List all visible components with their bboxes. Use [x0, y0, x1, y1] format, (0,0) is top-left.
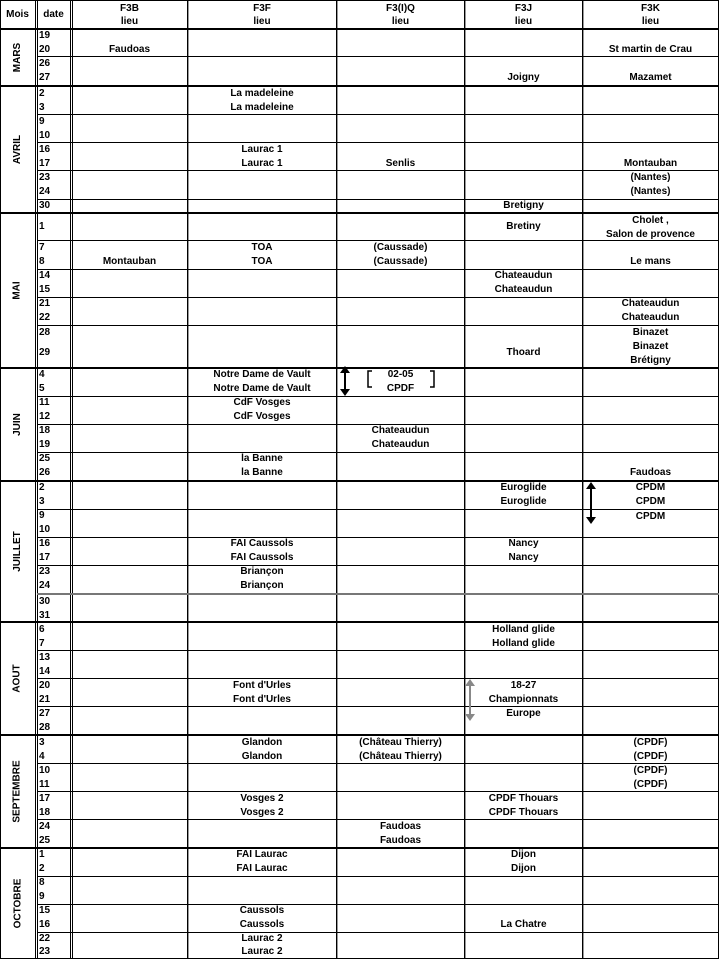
f3f-entry: Laurac 1 [241, 144, 283, 155]
f3f-entry: Briançon [240, 580, 284, 591]
date-cell: 16 [39, 144, 51, 155]
bracket-right-icon [429, 370, 435, 388]
date-cell: 10 [39, 765, 51, 776]
f3j-entry: CPDF Thouars [488, 807, 559, 818]
header-f3iq-sub: lieu [391, 16, 410, 27]
f3k-entry: Salon de provence [606, 229, 695, 240]
f3f-entry: Laurac 1 [241, 158, 283, 169]
f3k-entry: (CPDF) [633, 751, 668, 762]
month-septembre: SEPTEMBRE [12, 759, 24, 823]
date-cell: 18 [39, 807, 51, 818]
f3iq-entry: CPDF [386, 383, 415, 394]
f3j-entry: Chateaudun [494, 270, 553, 281]
date-cell: 14 [39, 666, 51, 677]
f3k-entry: (CPDF) [633, 779, 668, 790]
date-cell: 30 [39, 596, 51, 607]
f3j-entry: La Chatre [500, 919, 547, 930]
date-cell: 28 [39, 722, 51, 733]
date-cell: 22 [39, 312, 51, 323]
date-cell: 26 [39, 467, 51, 478]
date-cell: 9 [39, 116, 45, 127]
date-cell: 11 [39, 779, 50, 790]
month-mars: MARS [11, 42, 23, 72]
header-f3j-code: F3J [514, 3, 533, 14]
month-octobre: OCTOBRE [12, 878, 24, 928]
f3k-entry: Binazet [632, 341, 669, 352]
date-cell: 21 [39, 298, 51, 309]
date-cell: 24 [39, 821, 51, 832]
f3k-entry: Brétigny [630, 355, 671, 366]
date-cell: 13 [39, 652, 51, 663]
date-cell: 20 [39, 44, 51, 55]
f3j-entry: Nancy [508, 538, 539, 549]
date-cell: 1 [39, 221, 45, 232]
f3k-entry: (Nantes) [630, 172, 671, 183]
date-cell: 16 [39, 538, 51, 549]
date-cell: 17 [39, 552, 51, 563]
header-f3b [72, 2, 187, 28]
date-cell: 3 [39, 737, 45, 748]
header-f3j [465, 2, 582, 28]
date-cell: 23 [39, 172, 51, 183]
f3f-entry: FAI Caussols [230, 552, 294, 563]
header-f3k [583, 2, 718, 28]
f3f-entry: Notre Dame de Vault [213, 383, 311, 394]
f3f-entry: FAI Laurac [236, 863, 288, 874]
f3k-entry: Mazamet [629, 72, 672, 83]
date-cell: 8 [39, 256, 45, 267]
date-cell: 2 [39, 863, 45, 874]
f3b-entry: Faudoas [108, 44, 151, 55]
f3j-entry: Chateaudun [494, 284, 553, 295]
date-cell: 10 [39, 524, 51, 535]
f3iq-entry: 02-05 [387, 369, 414, 380]
f3j-entry: Bretigny [503, 200, 544, 211]
date-cell: 27 [39, 72, 51, 83]
header-f3f [188, 2, 336, 28]
f3f-entry: la Banne [241, 453, 283, 464]
f3k-entry: Cholet , [632, 215, 669, 226]
date-cell: 15 [39, 284, 51, 295]
date-cell: 24 [39, 580, 51, 591]
f3f-entry: FAI Laurac [236, 849, 288, 860]
date-cell: 20 [39, 680, 51, 691]
f3k-entry: CPDM [635, 482, 666, 493]
f3j-entry: Euroglide [500, 482, 547, 493]
f3iq-entry: Faudoas [379, 821, 422, 832]
date-cell: 26 [39, 58, 51, 69]
date-cell: 4 [39, 751, 45, 762]
date-cell: 22 [39, 933, 51, 944]
f3k-entry: Chateaudun [621, 298, 680, 309]
date-cell: 23 [39, 566, 51, 577]
f3iq-entry: Faudoas [379, 835, 422, 846]
month-juillet: JUILLET [12, 530, 23, 572]
header-f3b-code: F3B [120, 3, 139, 14]
f3j-entry: 18-27 [510, 680, 537, 691]
header-f3f-code: F3F [253, 3, 271, 14]
date-cell: 19 [39, 439, 51, 450]
f3k-entry: (Nantes) [630, 186, 671, 197]
f3f-entry: Caussols [239, 919, 285, 930]
f3k-entry: (CPDF) [633, 765, 668, 776]
f3k-entry: Le mans [630, 256, 671, 267]
f3f-entry: Laurac 2 [241, 946, 283, 957]
date-cell: 2 [39, 88, 45, 99]
f3j-entry: Euroglide [500, 496, 547, 507]
f3f-entry: Font d'Urles [233, 680, 291, 691]
f3iq-entry: (Château Thierry) [359, 751, 442, 762]
date-cell: 17 [39, 158, 51, 169]
date-cell: 25 [39, 453, 51, 464]
f3j-entry: Bretiny [506, 221, 541, 232]
f3f-entry: la Banne [241, 467, 283, 478]
date-cell: 14 [39, 270, 51, 281]
f3k-entry: Binazet [632, 327, 669, 338]
f3iq-entry: Senlis [385, 158, 416, 169]
header-f3j-sub: lieu [514, 16, 533, 27]
header-f3iq-code: F3(I)Q [386, 3, 415, 14]
f3k-entry: CPDM [635, 511, 666, 522]
header-f3b-sub: lieu [120, 16, 139, 27]
date-cell: 30 [39, 200, 51, 211]
date-cell: 28 [39, 327, 51, 338]
f3b-entry: Montauban [102, 256, 157, 267]
month-mai: MAI [12, 280, 23, 300]
month-juin: JUIN [11, 412, 23, 436]
date-cell: 4 [39, 369, 45, 380]
f3f-entry: Vosges 2 [240, 793, 284, 804]
header-f3f-sub: lieu [253, 16, 271, 27]
date-cell: 5 [39, 383, 45, 394]
f3f-entry: FAI Caussols [230, 538, 294, 549]
f3f-entry: Caussols [239, 905, 285, 916]
date-cell: 17 [39, 793, 51, 804]
f3f-entry: CdF Vosges [233, 411, 291, 422]
f3j-entry: Holland glide [492, 638, 555, 649]
date-cell: 25 [39, 835, 51, 846]
header-f3k-code: F3K [641, 3, 660, 14]
date-cell: 29 [39, 347, 51, 358]
date-cell: 12 [39, 411, 51, 422]
month-avril: AVRIL [11, 134, 23, 164]
date-cell: 2 [39, 482, 45, 493]
header-f3k-sub: lieu [641, 16, 660, 27]
date-cell: 15 [39, 905, 51, 916]
date-cell: 10 [39, 130, 51, 141]
f3k-entry: Montauban [623, 158, 678, 169]
date-cell: 23 [39, 946, 51, 957]
f3j-entry: Joigny [507, 72, 540, 83]
date-cell: 11 [39, 397, 50, 408]
date-cell: 27 [39, 708, 51, 719]
f3f-entry: Briançon [240, 566, 284, 577]
f3f-entry: Laurac 2 [241, 933, 283, 944]
double-arrow-icon [339, 366, 351, 396]
f3j-entry: Dijon [511, 863, 536, 874]
f3iq-entry: (Caussade) [373, 242, 428, 253]
date-cell: 24 [39, 186, 51, 197]
f3j-entry: Holland glide [492, 624, 555, 635]
header-date: date [43, 9, 64, 20]
f3f-entry: TOA [251, 256, 273, 267]
f3f-entry: Glandon [241, 737, 283, 748]
date-cell: 3 [39, 102, 45, 113]
f3f-entry: TOA [251, 242, 273, 253]
f3f-entry: Font d'Urles [233, 694, 291, 705]
date-cell: 16 [39, 919, 51, 930]
f3j-entry: Europe [506, 708, 541, 719]
date-cell: 7 [39, 638, 45, 649]
date-cell: 18 [39, 425, 51, 436]
f3f-entry: La madeleine [230, 102, 294, 113]
f3f-entry: La madeleine [230, 88, 294, 99]
f3f-entry: Glandon [241, 751, 283, 762]
f3j-entry: Nancy [508, 552, 539, 563]
month-aout: AOUT [12, 663, 23, 693]
date-cell: 7 [39, 242, 45, 253]
f3iq-entry: (Caussade) [373, 256, 428, 267]
f3f-entry: Notre Dame de Vault [213, 369, 311, 380]
f3k-entry: (CPDF) [633, 737, 668, 748]
f3iq-entry: (Château Thierry) [359, 737, 442, 748]
header-f3iq [337, 2, 464, 28]
date-cell: 6 [39, 624, 45, 635]
double-arrow-icon [464, 679, 476, 721]
date-cell: 19 [39, 30, 51, 41]
f3f-entry: CdF Vosges [233, 397, 291, 408]
bracket-left-icon [367, 370, 373, 388]
f3j-entry: CPDF Thouars [488, 793, 559, 804]
header-mois: Mois [6, 9, 29, 20]
f3j-entry: Thoard [506, 347, 541, 358]
double-arrow-icon [585, 482, 597, 524]
date-cell: 31 [39, 610, 51, 621]
date-cell: 9 [39, 510, 45, 521]
f3k-entry: St martin de Crau [608, 44, 693, 55]
date-cell: 9 [39, 891, 45, 902]
f3j-entry: Dijon [511, 849, 536, 860]
f3k-entry: Chateaudun [621, 312, 680, 323]
f3k-entry: Faudoas [629, 467, 672, 478]
date-cell: 3 [39, 496, 45, 507]
f3iq-entry: Chateaudun [371, 439, 430, 450]
date-cell: 1 [39, 849, 45, 860]
date-cell: 21 [39, 694, 51, 705]
f3f-entry: Vosges 2 [240, 807, 284, 818]
f3iq-entry: Chateaudun [371, 425, 430, 436]
f3j-entry: Championnats [488, 694, 559, 705]
date-cell: 8 [39, 877, 45, 888]
f3k-entry: CPDM [635, 496, 666, 507]
